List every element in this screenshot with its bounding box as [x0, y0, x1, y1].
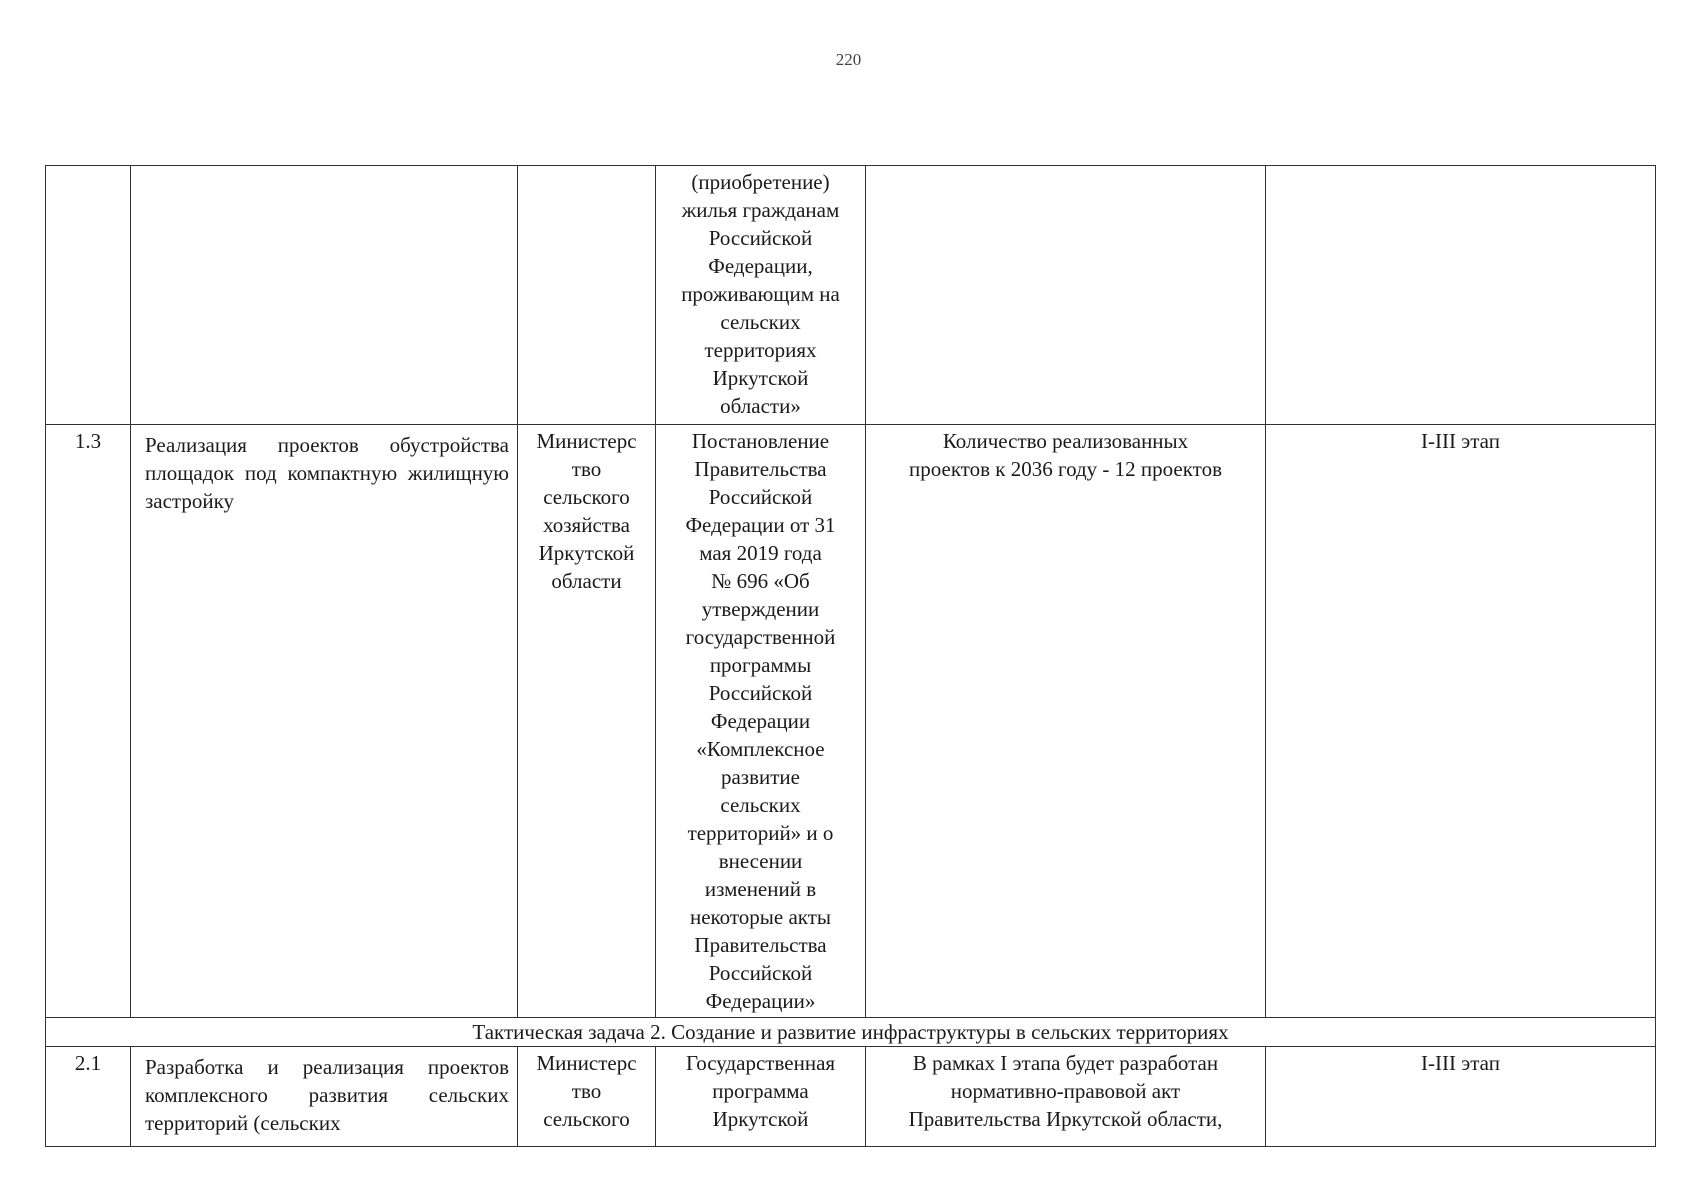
cell-name: Разработка и реализация проектов комплексного развития сельских территорий (сельских [131, 1047, 518, 1147]
measures-table [45, 165, 1656, 1147]
page-number: 220 [835, 50, 862, 69]
table-row-1-3 [46, 425, 1656, 1018]
cell-stage: I-III этап [1266, 1047, 1656, 1147]
cell-result [866, 166, 1266, 425]
cell-name [131, 166, 518, 425]
section-title: Тактическая задача 2. Создание и развитие инфраструктуры в сельских территориях [46, 1018, 1656, 1047]
cell-basis: Постановление Правительства Российской Федерации от 31 мая 2019 года № 696 «Об утверждении государственной программы Российской Федерации «Комплексное развитие сельских территорий» и о внесении изменений в некоторые акты Правительства Российской Федерации» [656, 425, 866, 1018]
cell-responsible [518, 166, 656, 425]
cell-num: 2.1 [46, 1047, 131, 1147]
cell-stage: I-III этап [1266, 425, 1656, 1018]
cell-num [46, 166, 131, 425]
table-row-continuation [46, 166, 1656, 425]
table-row-2-1 [46, 1047, 1656, 1147]
section-row [46, 1018, 1656, 1047]
cell-basis: (приобретение) жилья гражданам Российской Федерации, проживающим на сельских территориях Иркутской области» [656, 166, 866, 425]
cell-result: В рамках I этапа будет разработан нормативно-правовой акт Правительства Иркутской области, [866, 1047, 1266, 1147]
cell-num: 1.3 [46, 425, 131, 1018]
cell-basis: Государственная программа Иркутской [656, 1047, 866, 1147]
cell-responsible: Министерс тво сельского [518, 1047, 656, 1147]
cell-stage [1266, 166, 1656, 425]
cell-result: Количество реализованных проектов к 2036 году - 12 проектов [866, 425, 1266, 1018]
cell-responsible: Министерс тво сельского хозяйства Иркутской области [518, 425, 656, 1018]
cell-name: Реализация проектов обустройства площадок под компактную жилищную застройку [131, 425, 518, 1018]
